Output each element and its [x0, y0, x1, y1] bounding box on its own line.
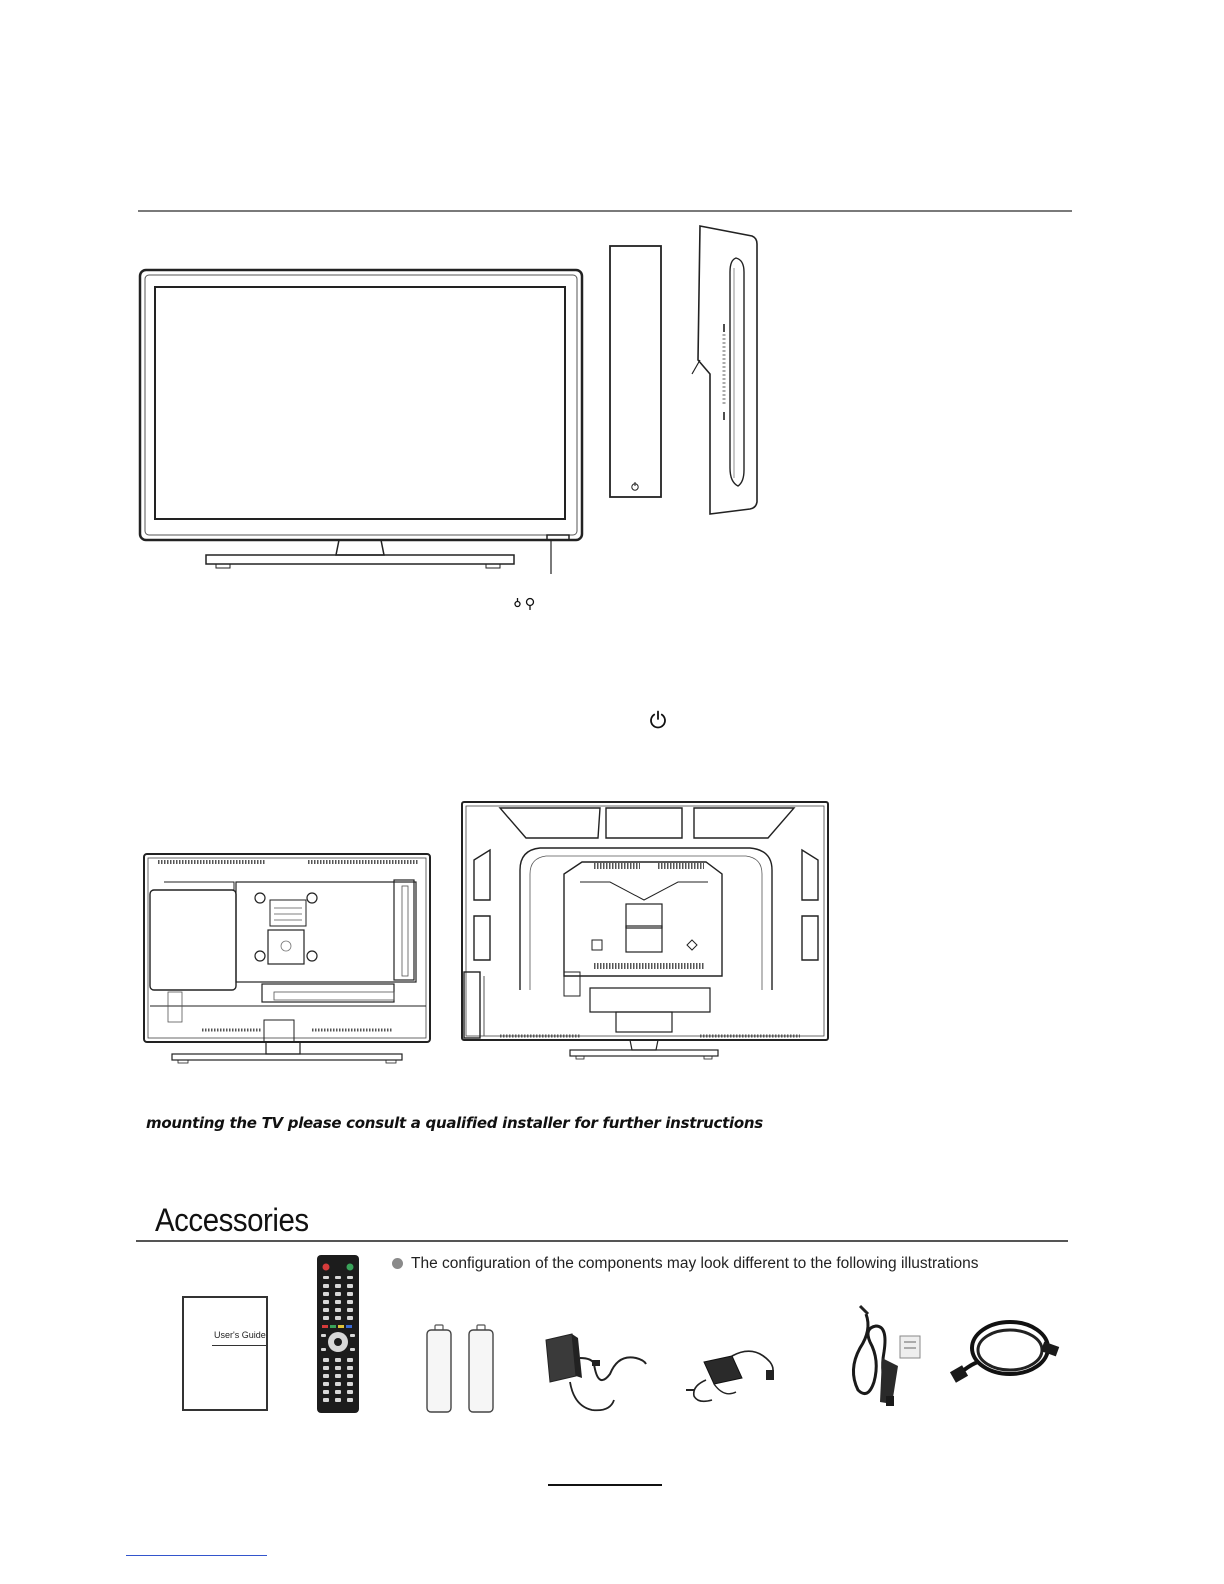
mounting-warning-text: mounting the TV please consult a qualified installer for further instructions — [146, 1114, 763, 1132]
accessories-heading: Accessories — [155, 1202, 309, 1238]
accessories-divider — [136, 1240, 1068, 1242]
hdmi-cable-illustration — [950, 1312, 1062, 1388]
users-guide-label: User's Guide — [214, 1330, 266, 1340]
side-control-panel-illustration — [608, 244, 664, 500]
tv-rear-view-large-illustration — [460, 800, 832, 1064]
ac-power-brick-illustration — [684, 1340, 778, 1410]
footer-link-underline — [126, 1555, 267, 1556]
tv-rear-view-small-illustration — [142, 852, 434, 1068]
ir-sensor-led-icon — [512, 595, 538, 613]
batteries-illustration — [424, 1324, 498, 1414]
users-guide-underline — [212, 1345, 266, 1346]
top-divider — [138, 210, 1072, 212]
power-adapter-illustration — [540, 1330, 650, 1414]
tv-front-view-illustration — [136, 266, 588, 576]
bullet-icon — [392, 1258, 403, 1269]
accessories-note — [392, 1255, 979, 1273]
accessories-note-text: The configuration of the components may look different to the following illustrations — [411, 1255, 979, 1272]
users-guide-booklet-illustration — [182, 1296, 268, 1411]
remote-control-illustration — [316, 1254, 360, 1414]
power-icon — [648, 710, 668, 730]
car-charger-cable-illustration — [840, 1300, 926, 1410]
page-number-underline — [548, 1484, 662, 1486]
tv-side-profile-illustration — [690, 224, 762, 516]
